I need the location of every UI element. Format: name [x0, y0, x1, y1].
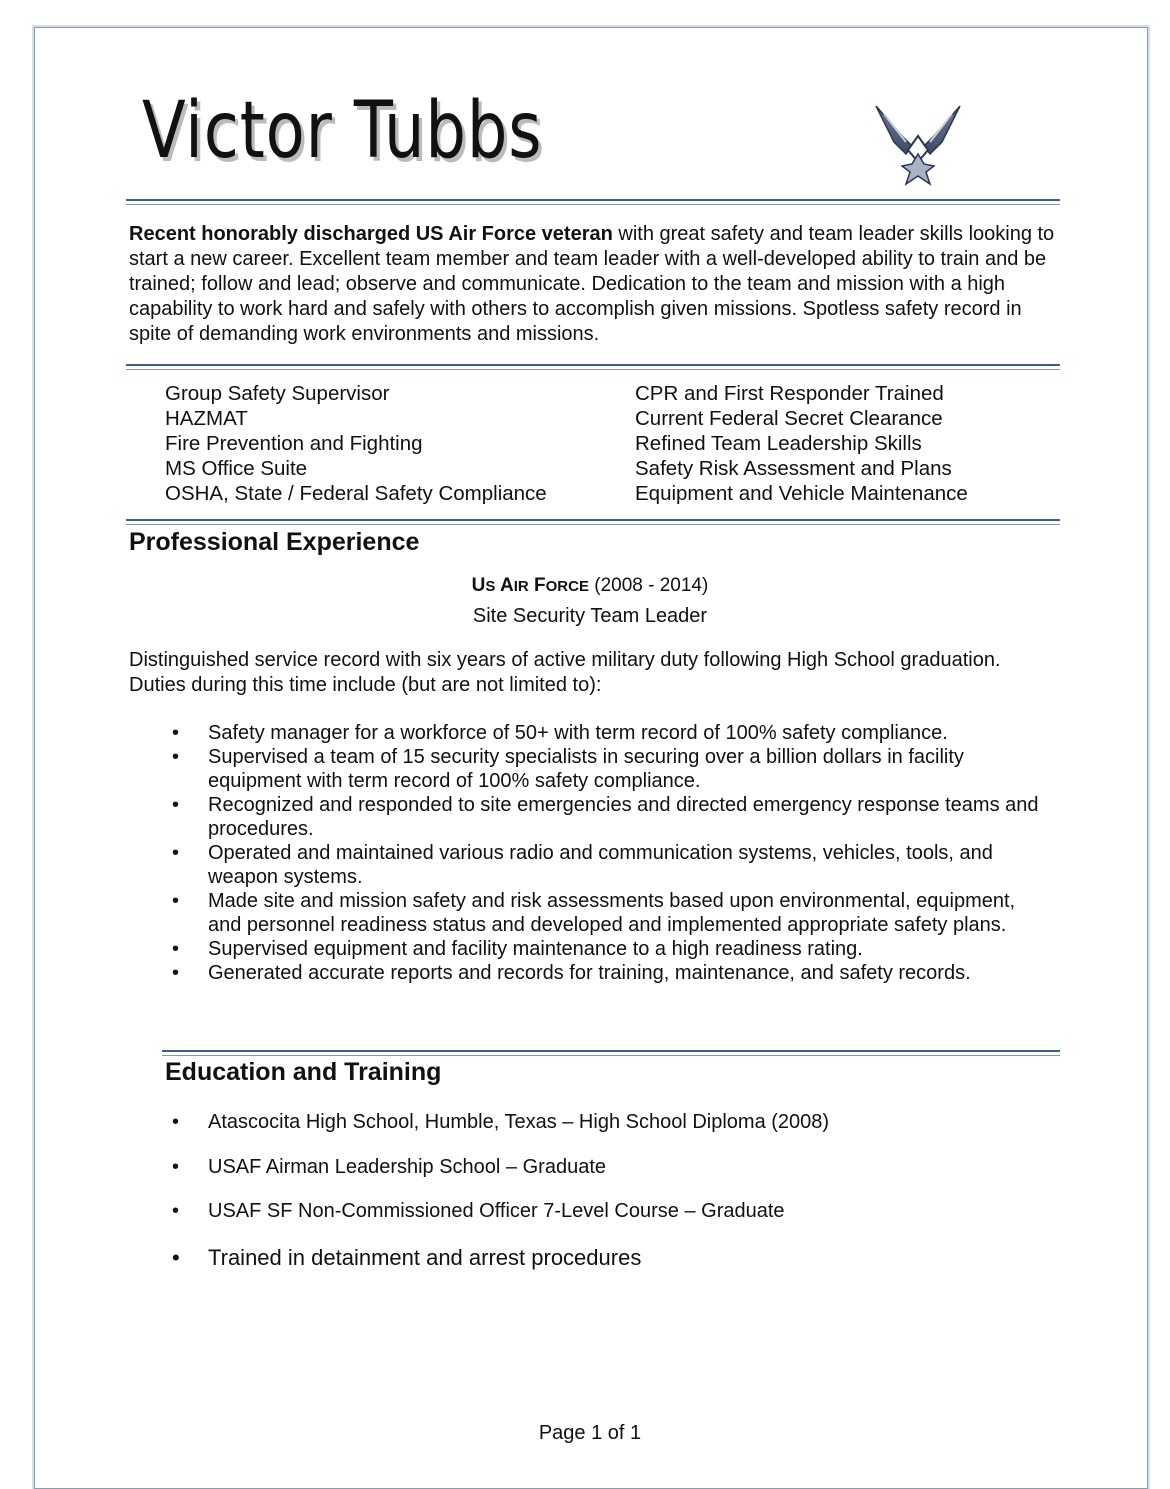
skill-item: CPR and First Responder Trained: [635, 382, 944, 405]
duty-item: • Supervised equipment and facility maintenance to a high readiness rating.: [172, 938, 863, 960]
duty-item: • Generated accurate reports and records for training, maintenance, and safety records.: [172, 962, 971, 984]
duty-item: • Recognized and responded to site emergencies and directed emergency response teams and procedures.: [172, 794, 1039, 840]
summary-body: with great safety and team leader skills looking to start a new career. Excellent team member and team leader with a well-developed ability to train and be trained; follow and lead; observe and communicate. Dedication to the team and mission with a high capability to work hard and safely with others to accomplish given missions. Spotless safety record in spite of demanding work environments and missions.: [129, 223, 1055, 345]
skill-item: OSHA, State / Federal Safety Compliance: [165, 482, 547, 505]
duty-item: • Operated and maintained various radio and communication systems, vehicles, tools, and weapon systems.: [172, 842, 993, 888]
education-item: • USAF SF Non-Commissioned Officer 7-Level Course – Graduate: [172, 1200, 785, 1222]
section-divider: [162, 1050, 1060, 1056]
professional-summary: [129, 222, 1059, 347]
duty-item: • Supervised a team of 15 security specialists in securing over a billion dollars in facility equipment with term record of 100% safety compliance.: [172, 746, 964, 792]
skill-item: HAZMAT: [165, 407, 248, 430]
education-list: [172, 1111, 829, 1289]
duties-list: [172, 721, 1052, 985]
education-item: • Trained in detainment and arrest procedures: [172, 1244, 642, 1270]
job-title: Site Security Team Leader: [472, 605, 708, 627]
employer-name: US AIR FORCE: [471, 575, 589, 596]
employment-dates: (2008 - 2014): [588, 575, 709, 596]
duty-item: • Made site and mission safety and risk assessments based upon environmental, equipment, and personnel readiness status and developed and implemented appropriate safety plans.: [172, 890, 1016, 936]
candidate-name: Victor Tubbs: [142, 86, 543, 176]
employer-line: [129, 575, 1051, 597]
duty-item: • Safety manager for a workforce of 50+ with term record of 100% safety compliance.: [172, 722, 948, 744]
skill-item: Equipment and Vehicle Maintenance: [635, 482, 968, 505]
skill-item: MS Office Suite: [165, 457, 308, 480]
section-divider: [126, 199, 1060, 205]
education-heading: Education and Training: [165, 1058, 442, 1086]
skills-list-right: [635, 381, 968, 506]
section-divider: [126, 519, 1060, 525]
skill-item: Current Federal Secret Clearance: [635, 407, 943, 430]
skill-item: Fire Prevention and Fighting: [165, 432, 423, 455]
experience-intro: Distinguished service record with six years of active military duty following High School graduation. Duties during this time include (but are not limited to):: [129, 649, 1001, 696]
summary-lead: Recent honorably discharged US Air Force veteran: [129, 223, 613, 245]
education-item: • USAF Airman Leadership School – Graduate: [172, 1155, 606, 1178]
skills-list-left: [165, 381, 547, 506]
page-number: Page 1 of 1: [538, 1422, 642, 1444]
experience-heading: Professional Experience: [129, 528, 420, 556]
skill-item: Refined Team Leadership Skills: [635, 432, 922, 455]
air-force-wings-icon: [872, 102, 964, 188]
skill-item: Safety Risk Assessment and Plans: [635, 457, 952, 480]
skill-item: Group Safety Supervisor: [165, 382, 390, 405]
section-divider: [126, 364, 1060, 370]
education-item: • Atascocita High School, Humble, Texas – High School Diploma (2008): [172, 1111, 830, 1133]
